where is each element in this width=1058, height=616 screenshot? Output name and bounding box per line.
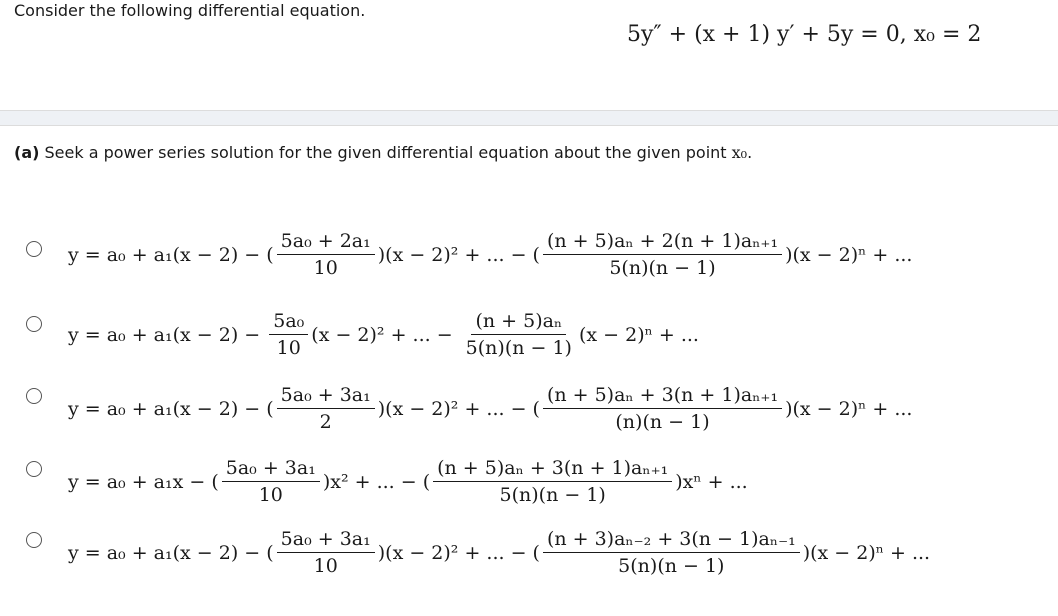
option-5-fraction-1 — [277, 528, 375, 577]
option-2-mid: (x − 2)² + ... − — [311, 323, 459, 346]
option-2-fraction-1 — [269, 310, 308, 359]
part-a-question — [14, 143, 752, 162]
part-a-end: . — [747, 143, 753, 162]
answer-option-1[interactable] — [0, 230, 1058, 300]
option-1-fraction-2-numerator: (n + 5)aₙ + 2(n + 1)aₙ₊₁ — [543, 230, 782, 255]
option-2-fraction-2-denominator: 5(n)(n − 1) — [465, 337, 572, 359]
option-2-fraction-1-numerator: 5a₀ — [269, 310, 308, 335]
option-3-fraction-2 — [543, 384, 782, 433]
option-4-fraction-1-denominator: 10 — [258, 484, 283, 506]
option-1-fraction-2-denominator: 5(n)(n − 1) — [609, 257, 716, 279]
option-1-pre: y = a₀ + a₁(x − 2) − ( — [68, 243, 274, 266]
option-1-post: )(x − 2)ⁿ + ... — [785, 243, 913, 266]
radio-button-5[interactable] — [26, 532, 42, 548]
option-5-fraction-2-numerator: (n + 3)aₙ₋₂ + 3(n − 1)aₙ₋₁ — [543, 528, 800, 553]
answer-option-5[interactable] — [0, 528, 1058, 598]
option-1-fraction-2 — [543, 230, 782, 279]
option-3-fraction-1-numerator: 5a₀ + 3a₁ — [277, 384, 375, 409]
option-3-fraction-2-denominator: (n)(n − 1) — [615, 411, 710, 433]
radio-button-3[interactable] — [26, 388, 42, 404]
radio-button-4[interactable] — [26, 461, 42, 477]
option-1-expression — [68, 230, 912, 279]
option-2-pre: y = a₀ + a₁(x − 2) − — [68, 323, 267, 346]
part-a-point: x₀ — [731, 143, 748, 162]
option-4-expression — [68, 457, 748, 506]
option-5-mid: )(x − 2)² + ... − ( — [377, 541, 540, 564]
option-4-mid: )x² + ... − ( — [322, 470, 431, 493]
option-1-fraction-1 — [277, 230, 375, 279]
intro-text: Consider the following differential equation. — [14, 1, 366, 20]
option-1-fraction-1-denominator: 10 — [313, 257, 338, 279]
option-3-fraction-1 — [277, 384, 375, 433]
answer-option-2[interactable] — [0, 306, 1058, 376]
option-3-fraction-2-numerator: (n + 5)aₙ + 3(n + 1)aₙ₊₁ — [543, 384, 782, 409]
option-5-fraction-1-numerator: 5a₀ + 3a₁ — [277, 528, 375, 553]
option-4-fraction-2-denominator: 5(n)(n − 1) — [499, 484, 606, 506]
option-1-mid: )(x − 2)² + ... − ( — [377, 243, 540, 266]
option-4-pre: y = a₀ + a₁x − ( — [68, 470, 219, 493]
differential-equation: 5y″ + (x + 1) y′ + 5y = 0, x₀ = 2 — [627, 22, 982, 47]
option-3-mid: )(x − 2)² + ... − ( — [377, 397, 540, 420]
option-4-fraction-1-numerator: 5a₀ + 3a₁ — [222, 457, 320, 482]
part-a-text: Seek a power series solution for the given differential equation about the given point — [39, 143, 732, 162]
option-2-fraction-1-denominator: 10 — [276, 337, 301, 359]
option-5-fraction-2 — [543, 528, 800, 577]
option-3-pre: y = a₀ + a₁(x − 2) − ( — [68, 397, 274, 420]
answer-option-4[interactable] — [0, 453, 1058, 523]
radio-button-2[interactable] — [26, 316, 42, 332]
option-3-fraction-1-denominator: 2 — [319, 411, 332, 433]
option-5-expression — [68, 528, 930, 577]
option-4-post: )xⁿ + ... — [675, 470, 748, 493]
section-divider — [0, 110, 1058, 126]
option-4-fraction-1 — [222, 457, 320, 506]
option-1-fraction-1-numerator: 5a₀ + 2a₁ — [277, 230, 375, 255]
option-5-fraction-1-denominator: 10 — [313, 555, 338, 577]
radio-button-1[interactable] — [26, 241, 42, 257]
option-4-fraction-2 — [433, 457, 672, 506]
option-5-post: )(x − 2)ⁿ + ... — [802, 541, 931, 564]
option-5-fraction-2-denominator: 5(n)(n − 1) — [618, 555, 725, 577]
option-2-post: (x − 2)ⁿ + ... — [578, 323, 699, 346]
option-5-pre: y = a₀ + a₁(x − 2) − ( — [68, 541, 274, 564]
problem-statement-box — [0, 0, 1058, 111]
option-3-expression — [68, 384, 912, 433]
option-3-post: )(x − 2)ⁿ + ... — [785, 397, 913, 420]
answer-option-3[interactable] — [0, 380, 1058, 450]
option-2-fraction-2 — [462, 310, 576, 359]
option-4-fraction-2-numerator: (n + 5)aₙ + 3(n + 1)aₙ₊₁ — [433, 457, 672, 482]
option-2-expression — [68, 310, 699, 359]
part-a-label: (a) — [14, 143, 40, 162]
option-2-fraction-2-numerator: (n + 5)aₙ — [471, 310, 566, 335]
